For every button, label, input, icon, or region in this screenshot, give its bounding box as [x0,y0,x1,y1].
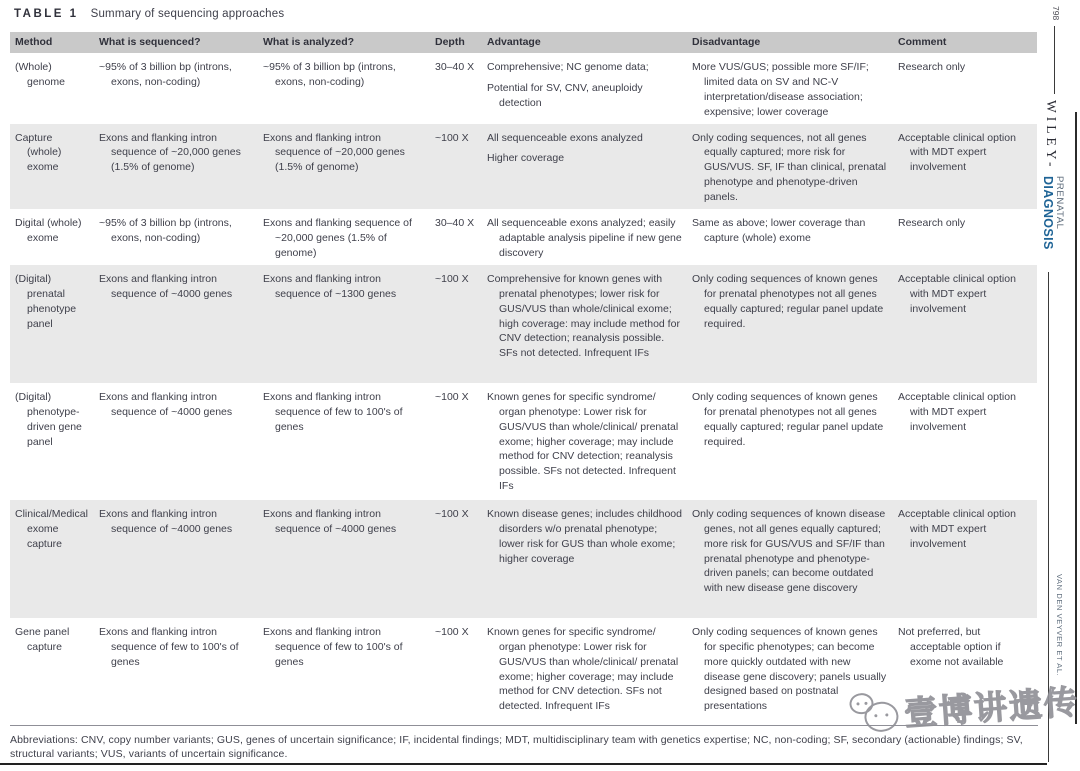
cell-text: Exons and flanking intron sequence of ~20,000 genes (1.5% of genome) [263,131,405,174]
cell-text: Exons and flanking intron sequence of ~20,000 genes (1.5% of genome) [99,131,241,174]
cell-comment [898,124,1037,210]
cell-disadvantage [692,500,898,618]
cell-text: Comprehensive; NC genome data; [487,60,649,73]
cell-text: ~95% of 3 billion bp (introns, exons, non-coding) [99,217,232,244]
table-row [10,265,1037,383]
header-rule-long [1048,272,1049,762]
cell-text: Only coding sequences of known genes for prenatal phenotypes not all genes equally captured; regular panel update required. [692,272,884,330]
column-header-depth: Depth [435,36,465,48]
cell-analyzed [263,53,435,124]
cell-depth [435,500,487,618]
cell-sequenced [99,209,263,265]
cell-text: ~100 X [435,507,469,520]
table-caption [14,8,1042,20]
table-row [10,209,1037,265]
cell-disadvantage [692,124,898,210]
cell-text: All sequenceable exons analyzed; easily adaptable analysis pipeline if new gene discovery [487,217,682,259]
cell-sequenced [99,500,263,618]
cell-comment [898,500,1037,618]
cell-text: Research only [898,60,966,73]
cell-text: ~100 X [435,272,469,285]
cell-depth [435,265,487,383]
table-label: TABLE 1 [14,8,79,20]
page-number: 798 [1051,6,1061,21]
cell-sequenced [99,383,263,500]
cell-text: (Whole) genome [15,60,65,88]
cell-text: Acceptable clinical option with MDT expert involvement [898,390,1016,433]
cell-text: Comprehensive for known genes with prenatal phenotypes; lower risk for GUS/VUS than whole/clinical exome; high coverage: may include method for CNV detection; reanalysis possible. SFs not detected. Infrequent IFs [487,272,680,360]
column-header-advantage: Advantage [487,36,541,48]
cell-comment [898,383,1037,500]
table-row [10,500,1037,618]
cell-depth [435,383,487,500]
cell-depth [435,618,487,731]
table-title: Summary of sequencing approaches [90,8,285,20]
cell-text: Capture (whole) exome [15,131,62,174]
cell-method [10,209,99,265]
cell-analyzed [263,124,435,210]
cell-disadvantage [692,53,898,124]
cell-text: ~100 X [435,131,469,144]
column-header-what-is-analyzed: What is analyzed? [263,36,355,48]
cell-advantage [487,209,692,265]
table-row [10,383,1037,500]
cell-text: Known genes for specific syndrome/ organ phenotype: Lower risk for GUS/VUS than whole/clinical/ prenatal exome; higher coverage; may include method for CNV detection; reanalysis possible. SFs not detected. Infrequent IFs [487,390,679,493]
cell-text: Acceptable clinical option with MDT expert involvement [898,272,1016,315]
cell-analyzed [263,265,435,383]
cell-text: Exons and flanking intron sequence of ~4000 genes [99,390,233,418]
cell-analyzed [263,500,435,618]
cell-text: ~95% of 3 billion bp (introns, exons, non-coding) [99,60,232,88]
cell-text: Exons and flanking intron sequence of ~4000 genes [99,272,233,300]
cell-sequenced [99,124,263,210]
cell-text: Not preferred, but acceptable option if exome not available [898,625,1004,668]
cell-advantage [487,500,692,618]
cell-comment [898,209,1037,265]
journal-name-prenatal: PRENATAL [1054,176,1066,230]
cell-text: Clinical/Medical exome capture [15,507,88,550]
cell-text: (Digital) phenotype-driven gene panel [15,390,82,448]
cell-advantage [487,265,692,383]
cell-text: Digital (whole) exome [15,217,82,244]
cell-comment [898,618,1037,731]
cell-comment [898,265,1037,383]
cell-text: Exons and flanking intron sequence of ~4000 genes [99,507,233,535]
column-header-method: Method [15,36,53,48]
table-row [10,124,1037,210]
cell-text: Only coding sequences of known genes for prenatal phenotypes not all genes equally captured; regular panel update required. [692,390,884,448]
column-header-what-is-sequenced: What is sequenced? [99,36,201,48]
table-row [10,53,1037,124]
cell-depth [435,53,487,124]
cell-text: Only coding sequences of known disease genes, not all genes equally captured; more risk for GUS/VUS and SF/IF than prenatal phenotype and phenotype-driven panels; can become outdated with new disease gene discovery [692,507,886,595]
cell-advantage [487,383,692,500]
cell-text: Only coding sequences, not all genes equally captured; more risk for GUS/VUS. SF, IF than clinical, prenatal phenotype and phenotype-driven panels. [692,131,887,204]
cell-text: Exons and flanking intron sequence of ~1300 genes [263,272,397,300]
journal-name-diagnosis: DIAGNOSIS [1041,176,1056,250]
wiley-logo: WILEY- [1044,100,1059,171]
sequencing-approaches-table [10,32,1037,731]
cell-text: (Digital) prenatal phenotype panel [15,272,77,330]
cell-text: Known disease genes; includes childhood disorders w/o prenatal phenotype; lower risk for GUS than whole exome; higher coverage [487,507,682,565]
cell-text: Higher coverage [487,152,565,165]
cell-text: Gene panel capture [15,625,70,653]
cell-analyzed [263,383,435,500]
cell-text: 30–40 X [435,217,475,230]
cell-method [10,383,99,500]
cell-text: Same as above; lower coverage than capture (whole) exome [692,217,866,244]
cell-text: All sequenceable exons analyzed [487,131,643,144]
cell-text: 30–40 X [435,60,475,73]
cell-method [10,500,99,618]
journal-wordmark [1041,176,1064,250]
table-header-row [10,32,1037,53]
cell-disadvantage [692,618,898,731]
column-header-comment: Comment [898,36,947,48]
cell-disadvantage [692,209,898,265]
cell-method [10,53,99,124]
table-body [10,53,1037,731]
cell-analyzed [263,209,435,265]
cell-text: Exons and flanking intron sequence of ~4000 genes [263,507,397,535]
running-footer-authors: VAN DEN VEYVER ET AL. [1055,574,1064,677]
cell-sequenced [99,618,263,731]
column-header-disadvantage: Disadvantage [692,36,761,48]
cell-depth [435,209,487,265]
cell-sequenced [99,265,263,383]
cell-text: Only coding sequences of known genes for specific phenotypes; can become more quickly outdated with new disease gene discovery; panels usually designed based on postnatal presentations [692,625,887,713]
cell-text: Exons and flanking sequence of ~20,000 genes (1.5% of genome) [263,217,412,259]
cell-disadvantage [692,383,898,500]
cell-method [10,124,99,210]
page-scan-right-edge [1075,112,1077,724]
cell-advantage [487,53,692,124]
cell-text: Known genes for specific syndrome/ organ phenotype: Lower risk for GUS/VUS than whole/clinical/ prenatal exome; higher coverage; may include method for CNV detection. SFs not detected. Infrequent IFs [487,625,679,713]
cell-sequenced [99,53,263,124]
cell-text: ~100 X [435,625,469,638]
cell-text: Acceptable clinical option with MDT expert involvement [898,131,1016,174]
cell-analyzed [263,618,435,731]
cell-text: Research only [898,217,966,230]
page-scan-bottom-edge [0,763,1047,765]
cell-depth [435,124,487,210]
cell-text: ~95% of 3 billion bp (introns, exons, non-coding) [263,60,396,88]
cell-text: More VUS/GUS; possible more SF/IF; limited data on SV and NC-V interpretation/disease association; expensive; lower coverage [692,60,869,118]
watermark-text: 壹博讲遗传 [902,683,1080,733]
cell-disadvantage [692,265,898,383]
cell-method [10,265,99,383]
cell-text: Exons and flanking intron sequence of few to 100's of genes [263,390,403,433]
table-row [10,618,1037,731]
cell-advantage [487,618,692,731]
cell-method [10,618,99,731]
journal-sidebar [1040,0,1080,771]
cell-advantage [487,124,692,210]
cell-text: Exons and flanking intron sequence of few to 100's of genes [99,625,239,668]
cell-text: Acceptable clinical option with MDT expert involvement [898,507,1016,550]
abbreviations-footnote: Abbreviations: CNV, copy number variants; GUS, genes of uncertain significance; IF, incidental findings; MDT, multidisciplinary team with genetics expertise; NC, non-coding; SF, secondary (actionable) findings; SV, structural variants; VUS, variants of uncertain significance. [10,725,1038,761]
header-rule-top [1054,26,1055,94]
cell-text: ~100 X [435,390,469,403]
cell-text: Exons and flanking intron sequence of few to 100's of genes [263,625,403,668]
cell-text: Potential for SV, CNV, aneuploidy detection [487,81,643,109]
cell-comment [898,53,1037,124]
